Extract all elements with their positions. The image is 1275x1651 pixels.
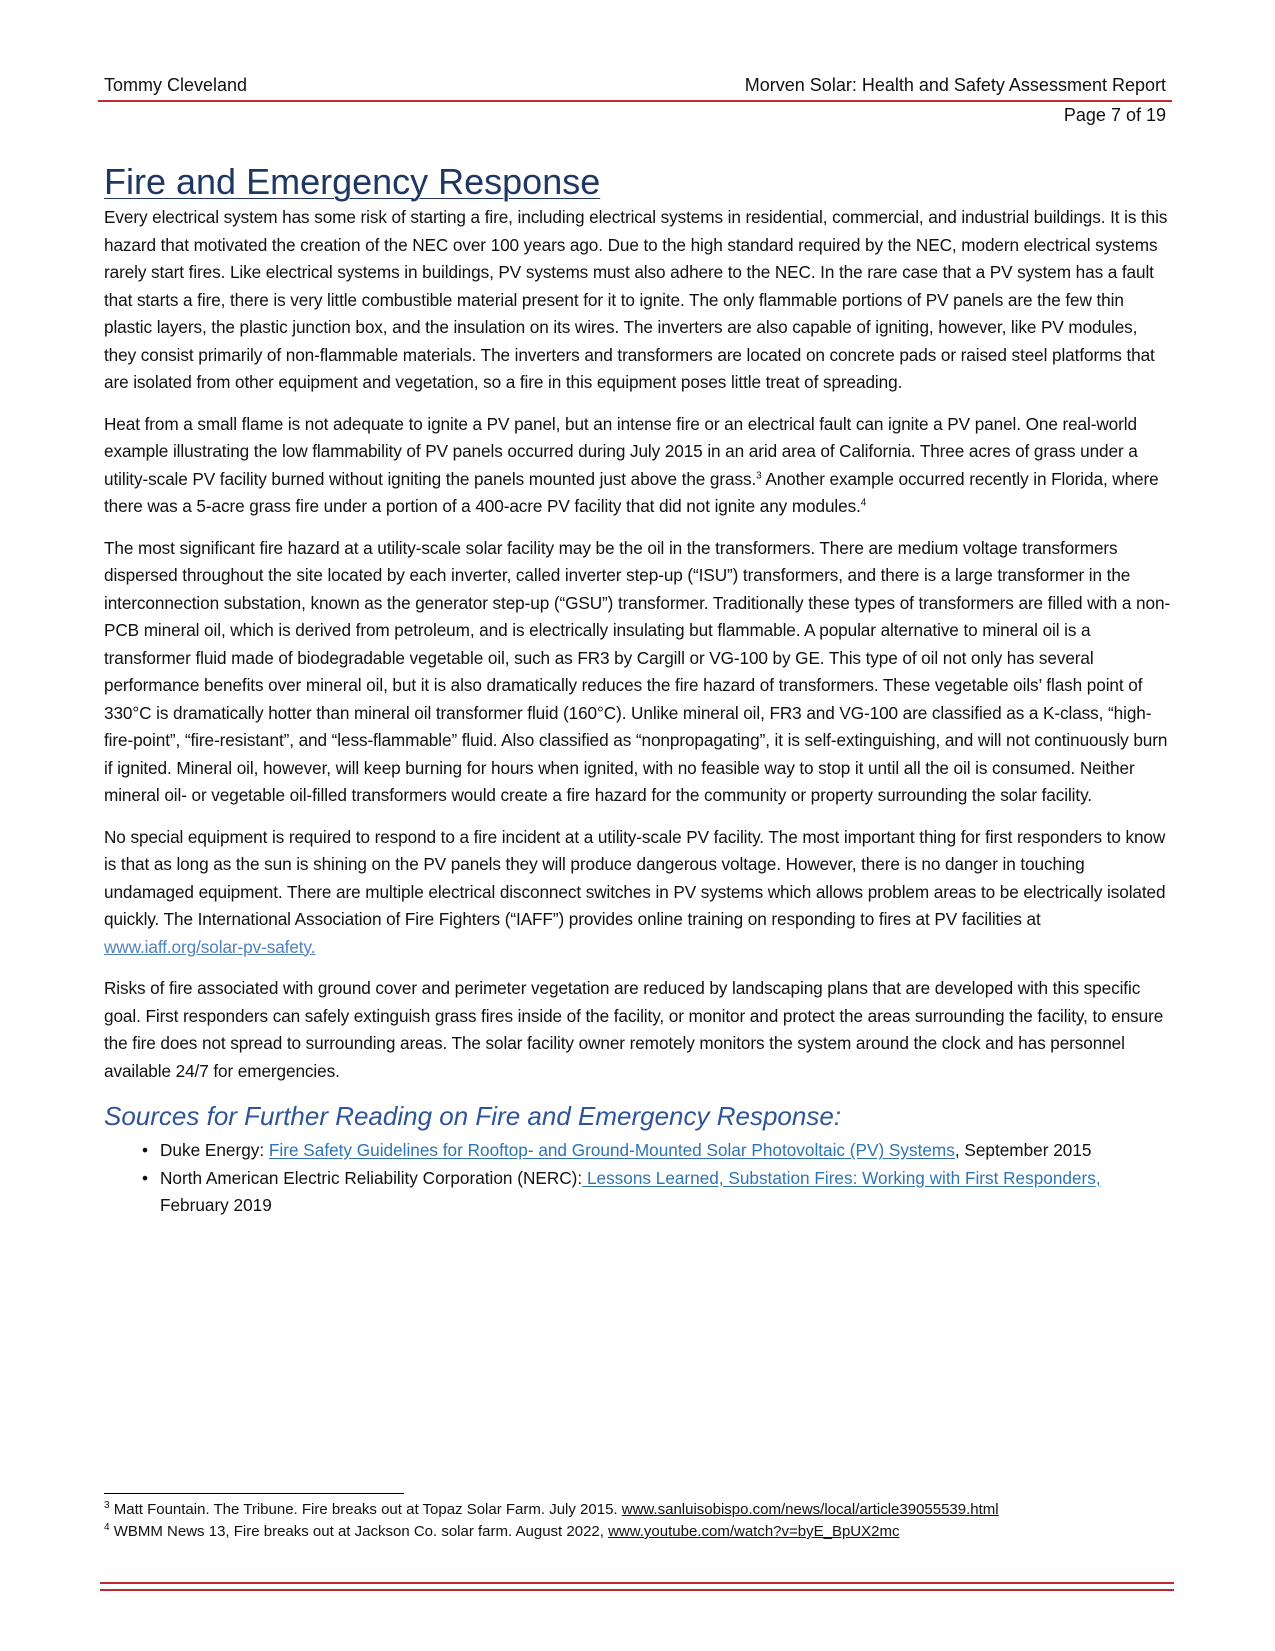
footnote-text: Matt Fountain. The Tribune. Fire breaks out at Topaz Solar Farm. July 2015. [109, 1501, 622, 1518]
paragraph-text: Another example occurred recently in Florida, where there was a 5-acre grass fire under a portion of a 400-acre PV facility that did not ignite any modules. [104, 468, 1159, 516]
source-item-duke-energy [142, 1137, 1172, 1165]
footnote-separator [104, 1493, 404, 1494]
paragraph-fire-risk: Every electrical system has some risk of starting a fire, including electrical systems in residential, commercial, and industrial buildings. It is this hazard that motivated the creation of the NEC over 100 years ago. Due to the high standard required by the NEC, modern electrical systems rarely start fires. Like electrical systems in buildings, PV systems must also adhere to the NEC. In the rare case that a PV system has a fault that starts a fire, there is very little combustible material present for it to ignite. The only flammable portions of PV panels are the few thin plastic layers, the plastic junction box, and the insulation on its wires. The inverters are also capable of igniting, however, like PV modules, they consist primarily of non-flammable materials. The inverters and transformers are located on concrete pads or raised steel platforms that are isolated from other equipment and vegetation, so a fire in this equipment poses little treat of spreading. [104, 207, 1168, 392]
paragraph-emergency-response [104, 824, 1172, 962]
paragraph-text: No special equipment is required to respond to a fire incident at a utility-scale PV facility. The most important thing for first responders to know is that as long as the sun is shining on the PV panels they will produce dangerous voltage. However, there is no danger in touching undamaged equipment. There are multiple electrical disconnect switches in PV systems which allows problem areas to be electrically isolated quickly. The International Association of Fire Fighters (“IAFF”) provides online training on responding to fires at PV facilities at [104, 826, 1166, 929]
source-suffix: , September 2015 [954, 1140, 1092, 1160]
footnote-ref-4[interactable]: 4 [860, 497, 867, 509]
footer-rule-bottom [100, 1589, 1174, 1591]
header-author: Tommy Cleveland [104, 75, 248, 95]
footnote-4 [104, 1521, 1184, 1543]
sources-list [104, 1137, 1172, 1220]
footnote-number: 3 [104, 1500, 110, 1511]
source-link-nerc[interactable]: Lessons Learned, Substation Fires: Working with First Responders, [582, 1167, 1101, 1188]
main-content [104, 160, 1172, 1220]
footnote-link-youtube[interactable]: www.youtube.com/watch?v=byE_BpUX2mc [608, 1523, 900, 1540]
paragraph-transformer-oil: The most significant fire hazard at a utility-scale solar facility may be the oil in the transformers. There are medium voltage transformers dispersed throughout the site located by each inverter, called inverter step-up (“ISU”) transformers, and there is a large transformer in the interconnection substation, known as the generator step-up (“GSU”) transformer. Traditionally these types of transformers are filled with a non-PCB mineral oil, which is derived from petroleum, and is electrically insulating but flammable. A popular alternative to mineral oil is a transformer fluid made of biodegradable vegetable oil, such as FR3 by Cargill or VG-100 by GE. This type of oil not only has several performance benefits over mineral oil, but it is also dramatically reduces the fire hazard of transformers. These vegetable oils’ flash point of 330°C is dramatically hotter than mineral oil transformer fluid (160°C). Unlike mineral oil, FR3 and VG-100 are classified as a K-class, “high-fire-point”, “fire-resistant”, and “less-flammable” fluid. Also classified as “nonpropagating”, it is self-extinguishing, and will not continuously burn if ignited. Mineral oil, however, will keep burning for hours when ignited, with no feasible way to stop it until all the oil is consumed. Neither mineral oil- or vegetable oil-filled transformers would create a fire hazard for the community or property surrounding the solar facility. [104, 537, 1171, 805]
header-report-title: Morven Solar: Health and Safety Assessment Report [744, 75, 1166, 95]
page-number: Page 7 of 19 [1063, 105, 1166, 125]
footnote-link-tribune[interactable]: www.sanluisobispo.com/news/local/article39055539.html [621, 1501, 999, 1518]
footer-rule-top [100, 1582, 1174, 1584]
header-rule [98, 100, 1172, 102]
paragraph-vegetation: Risks of fire associated with ground cover and perimeter vegetation are reduced by landscaping plans that are developed with this specific goal. First responders can safely extinguish grass fires inside of the facility, or monitor and protect the areas surrounding the facility, to ensure the fire does not spread to surrounding areas. The solar facility owner remotely monitors the system around the clock and has personnel available 24/7 for emergencies. [104, 978, 1164, 1081]
paragraph-text: Heat from a small flame is not adequate to ignite a PV panel, but an intense fire or an electrical fault can ignite a PV panel. One real-world example illustrating the low flammability of PV panels occurred during July 2015 in an arid area of California. Three acres of grass under a utility-scale PV facility burned without igniting the panels mounted just above the grass. [104, 413, 1138, 489]
source-link-duke-energy[interactable]: Fire Safety Guidelines for Rooftop- and Ground-Mounted Solar Photovoltaic (PV) Systems [268, 1140, 955, 1160]
source-item-nerc [142, 1165, 1172, 1220]
footnote-number: 4 [104, 1522, 110, 1533]
document-page [104, 0, 1172, 1651]
footnote-text: WBMM News 13, Fire breaks out at Jackson Co. solar farm. August 2022, [109, 1523, 609, 1540]
footnote-3 [104, 1499, 1184, 1521]
section-title: Fire and Emergency Response [104, 161, 601, 202]
bullet-icon: • [142, 1167, 149, 1188]
source-prefix: North American Electric Reliability Corporation (NERC): [160, 1167, 583, 1188]
footnote-ref-3[interactable]: 3 [756, 469, 762, 481]
paragraph-pv-flammability [104, 411, 1172, 521]
footnotes [104, 1499, 1184, 1543]
bullet-icon: • [142, 1140, 149, 1160]
sources-title: Sources for Further Reading on Fire and Emergency Response: [104, 1101, 842, 1131]
source-suffix: February 2019 [160, 1195, 272, 1215]
iaff-link[interactable]: www.iaff.org/solar-pv-safety. [104, 936, 316, 957]
source-prefix: Duke Energy: [160, 1140, 269, 1160]
